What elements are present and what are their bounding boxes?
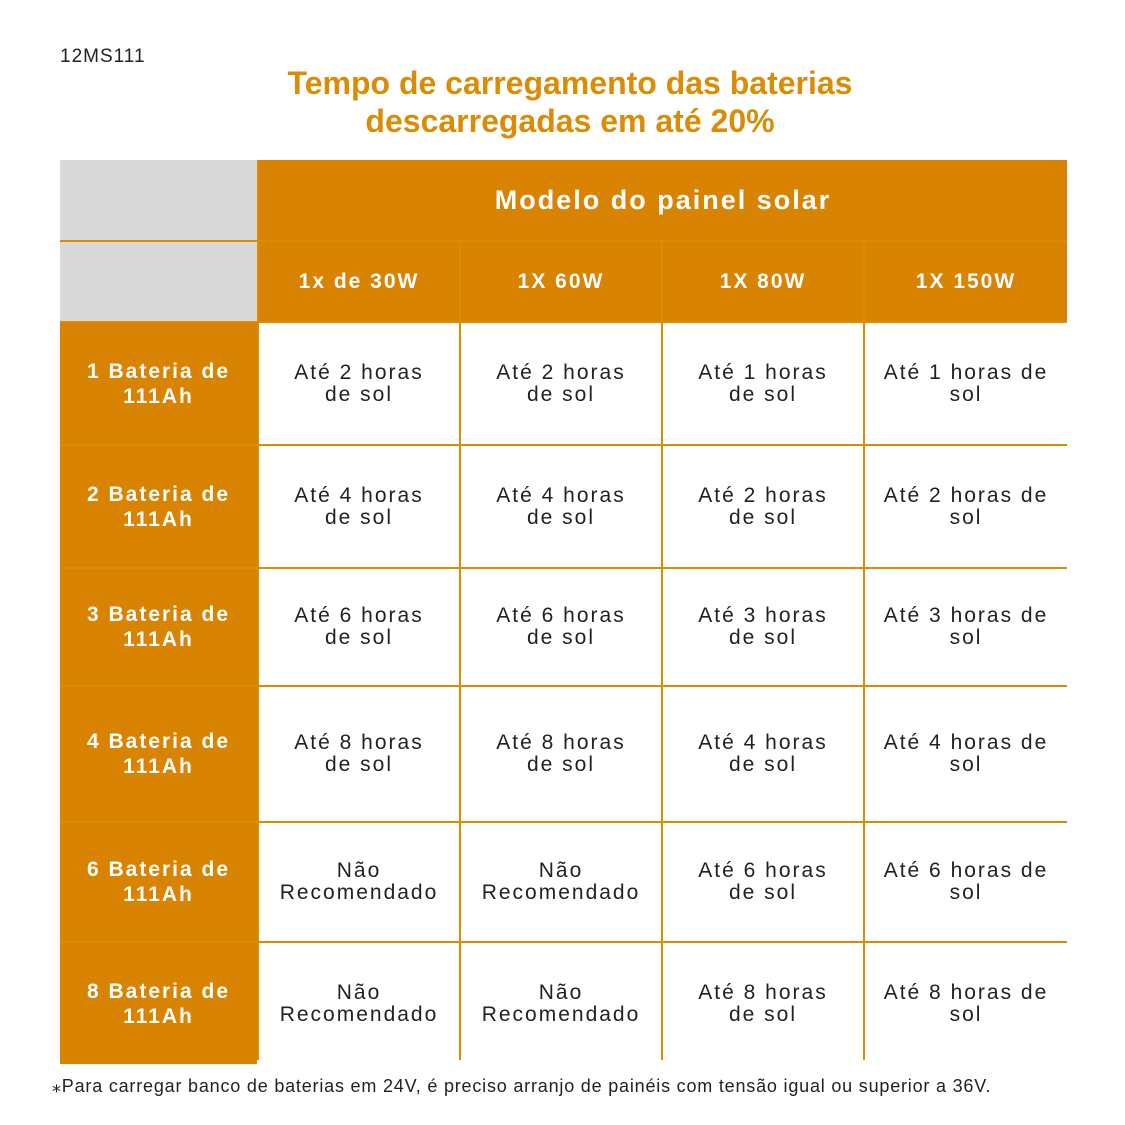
table-cell: Até 1 horas de sol	[663, 323, 863, 444]
page-title	[140, 64, 1000, 140]
table-cell: Até 3 horas de sol	[663, 569, 863, 685]
table-cell: Até 4 horas de sol	[259, 446, 459, 567]
row-header: 3 Bateria de 111Ah	[60, 569, 257, 685]
table-cell: Não Recomendado	[461, 943, 661, 1064]
row-header: 1 Bateria de 111Ah	[60, 323, 257, 444]
table-cell: Até 4 horas de sol	[461, 446, 661, 567]
table-cell: Até 4 horas de sol	[865, 687, 1067, 821]
corner-cell	[60, 242, 257, 321]
table-cell: Até 2 horas de sol	[663, 446, 863, 567]
product-code: 12MS111	[60, 46, 146, 67]
column-header: 1x de 30W	[259, 242, 459, 321]
row-header: 2 Bateria de 111Ah	[60, 446, 257, 567]
title-line-1: Tempo de carregamento das baterias	[287, 65, 853, 101]
footnote: ⁎Para carregar banco de baterias em 24V, é preciso arranjo de painéis com tensão igual ou superior a 36V.	[52, 1076, 992, 1096]
charging-time-table	[60, 160, 1067, 1060]
column-header: 1X 60W	[461, 242, 661, 321]
row-header: 6 Bateria de 111Ah	[60, 823, 257, 941]
table-cell: Até 6 horas de sol	[461, 569, 661, 685]
corner-cell	[60, 160, 257, 240]
row-header: 4 Bateria de 111Ah	[60, 687, 257, 821]
column-header: 1X 80W	[663, 242, 863, 321]
table-cell: Não Recomendado	[461, 823, 661, 941]
table-cell: Não Recomendado	[259, 943, 459, 1064]
title-line-2: descarregadas em até 20%	[365, 103, 775, 139]
table-cell: Até 8 horas de sol	[259, 687, 459, 821]
table-cell: Até 6 horas de sol	[259, 569, 459, 685]
table-cell: Não Recomendado	[259, 823, 459, 941]
table-cell: Até 2 horas de sol	[865, 446, 1067, 567]
table-cell: Até 4 horas de sol	[663, 687, 863, 821]
table-cell: Até 2 horas de sol	[259, 323, 459, 444]
header-panel-model: Modelo do painel solar	[259, 160, 1067, 240]
column-header: 1X 150W	[865, 242, 1067, 321]
table-cell: Até 8 horas de sol	[461, 687, 661, 821]
table-cell: Até 6 horas de sol	[865, 823, 1067, 941]
table-cell: Até 6 horas de sol	[663, 823, 863, 941]
table-cell: Até 8 horas de sol	[865, 943, 1067, 1064]
table-cell: Até 3 horas de sol	[865, 569, 1067, 685]
table-cell: Até 8 horas de sol	[663, 943, 863, 1064]
row-header: 8 Bateria de 111Ah	[60, 943, 257, 1064]
table-cell: Até 1 horas de sol	[865, 323, 1067, 444]
table-cell: Até 2 horas de sol	[461, 323, 661, 444]
